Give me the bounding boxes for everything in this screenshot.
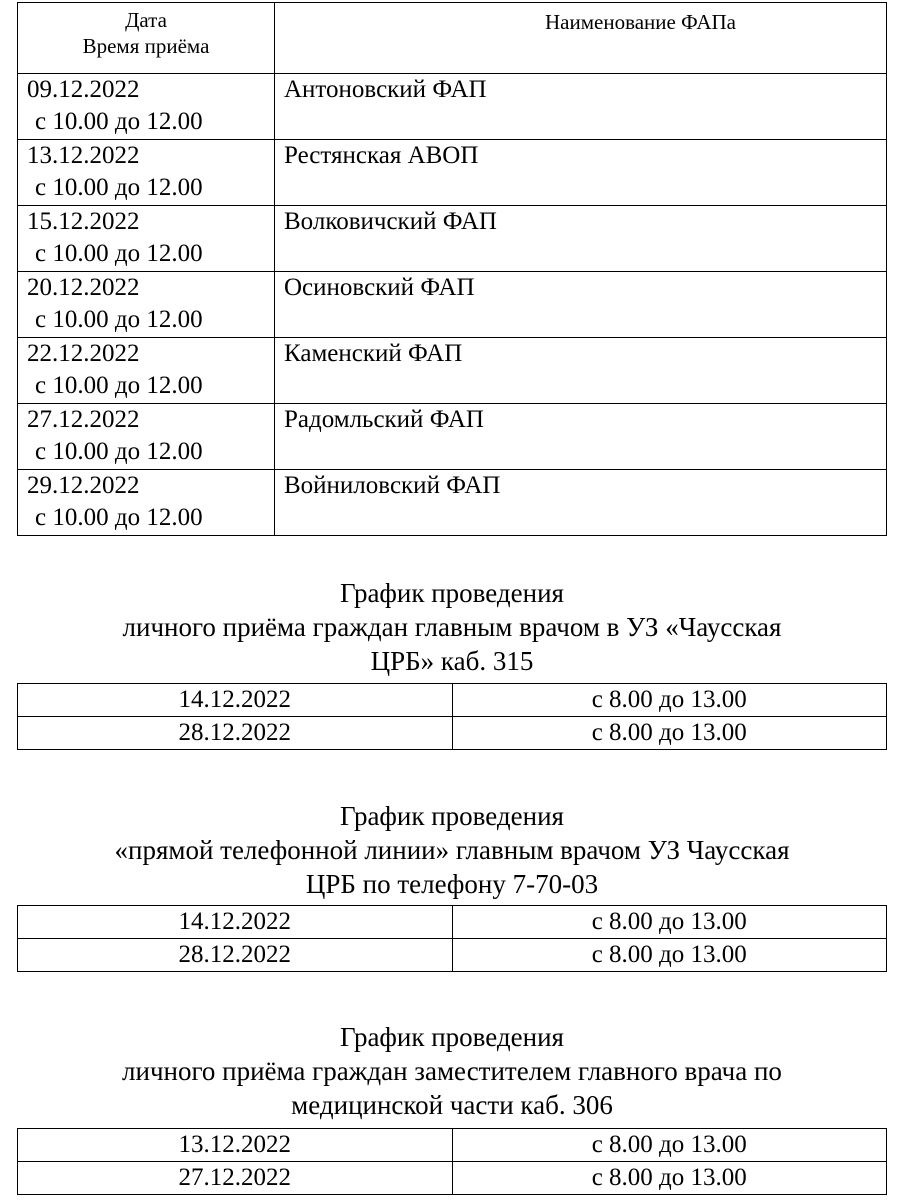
date-cell — [18, 470, 275, 536]
time-cell: с 8.00 до 13.00 — [452, 717, 887, 750]
date-cell — [18, 338, 275, 404]
date-cell — [18, 206, 275, 272]
date-text: 09.12.2022 — [27, 76, 140, 103]
date-cell — [18, 404, 275, 470]
time-text: с 10.00 до 12.00 — [35, 174, 203, 201]
heading-line: График проведения — [340, 578, 564, 608]
table-row — [18, 338, 887, 404]
fap-name-header: Наименование ФАПа — [275, 3, 887, 74]
time-cell: с 8.00 до 13.00 — [452, 939, 887, 972]
table-row — [18, 939, 887, 972]
schedule-table-deputy-reception — [17, 1128, 887, 1195]
section-heading-phone-line — [17, 799, 887, 901]
fap-name-cell: Войниловский ФАП — [275, 470, 887, 536]
schedule-table-head-doctor-reception — [17, 683, 887, 750]
date-text: 29.12.2022 — [27, 472, 140, 499]
section-heading-deputy-reception — [17, 1020, 887, 1122]
table-row — [18, 1162, 887, 1195]
heading-line: График проведения — [340, 801, 564, 831]
date-cell: 13.12.2022 — [18, 1129, 453, 1162]
time-text: с 10.00 до 12.00 — [35, 504, 203, 531]
time-header-label: Время приёма — [82, 34, 210, 58]
time-text: с 10.00 до 12.00 — [35, 240, 203, 267]
time-text: с 10.00 до 12.00 — [35, 438, 203, 465]
table-row — [18, 470, 887, 536]
fap-name-cell: Волковичский ФАП — [275, 206, 887, 272]
date-cell: 14.12.2022 — [18, 906, 453, 939]
table-row — [18, 272, 887, 338]
heading-line: ЦРБ по телефону 7-70-03 — [305, 869, 599, 899]
time-cell: с 8.00 до 13.00 — [452, 906, 887, 939]
heading-line: личного приёма граждан заместителем главного врача по — [122, 1056, 782, 1086]
date-cell — [18, 272, 275, 338]
time-cell: с 8.00 до 13.00 — [452, 684, 887, 717]
date-cell: 28.12.2022 — [18, 717, 453, 750]
table-header-row — [18, 3, 887, 74]
time-text: с 10.00 до 12.00 — [35, 306, 203, 333]
table-row — [18, 717, 887, 750]
fap-name-cell: Радомльский ФАП — [275, 404, 887, 470]
table-row — [18, 74, 887, 140]
date-cell: 14.12.2022 — [18, 684, 453, 717]
heading-line: ЦРБ» каб. 315 — [370, 646, 534, 676]
date-time-header — [18, 3, 275, 74]
fap-name-cell: Каменский ФАП — [275, 338, 887, 404]
date-cell: 27.12.2022 — [18, 1162, 453, 1195]
time-text: с 10.00 до 12.00 — [35, 372, 203, 399]
fap-schedule-table — [17, 2, 887, 536]
section-heading-head-doctor-reception — [17, 576, 887, 678]
time-text: с 10.00 до 12.00 — [35, 108, 203, 135]
date-cell: 28.12.2022 — [18, 939, 453, 972]
heading-line: «прямой телефонной линии» главным врачом УЗ Чаусская — [114, 835, 790, 865]
fap-name-cell: Рестянская АВОП — [275, 140, 887, 206]
fap-name-cell: Осиновский ФАП — [275, 272, 887, 338]
date-text: 20.12.2022 — [27, 274, 140, 301]
table-row — [18, 906, 887, 939]
time-cell: с 8.00 до 13.00 — [452, 1129, 887, 1162]
date-cell — [18, 140, 275, 206]
date-header-label: Дата — [125, 8, 167, 32]
date-text: 22.12.2022 — [27, 340, 140, 367]
table-row — [18, 140, 887, 206]
date-text: 27.12.2022 — [27, 406, 140, 433]
heading-line: личного приёма граждан главным врачом в УЗ «Чаусская — [122, 612, 782, 642]
table-row — [18, 206, 887, 272]
table-row — [18, 404, 887, 470]
time-cell: с 8.00 до 13.00 — [452, 1162, 887, 1195]
schedule-table-phone-line — [17, 905, 887, 972]
table-row — [18, 1129, 887, 1162]
date-cell — [18, 74, 275, 140]
heading-line: медицинской части каб. 306 — [291, 1090, 613, 1120]
table-row — [18, 684, 887, 717]
fap-name-cell: Антоновский ФАП — [275, 74, 887, 140]
date-text: 13.12.2022 — [27, 142, 140, 169]
date-text: 15.12.2022 — [27, 208, 140, 235]
heading-line: График проведения — [340, 1022, 564, 1052]
